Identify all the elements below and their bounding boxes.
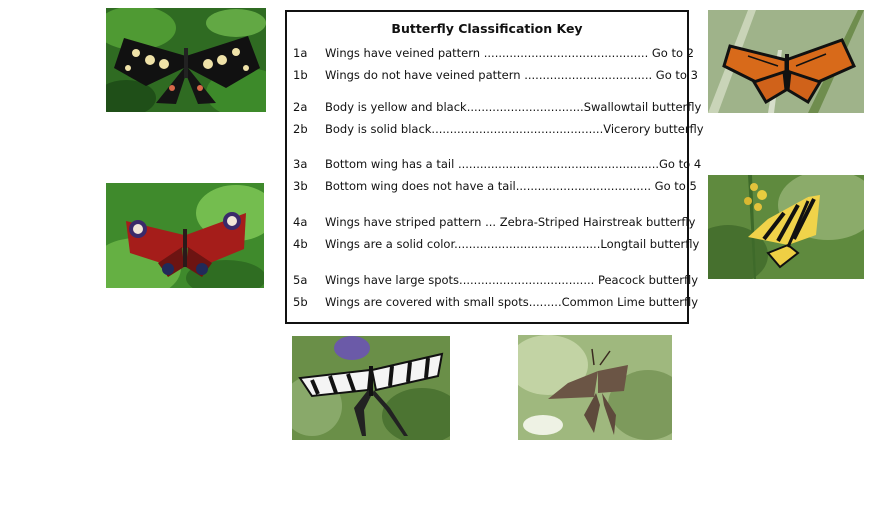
key-row-text: Bottom wing does not have a tail..................................... Go to 5 [325,179,697,193]
classification-key-box [285,10,704,324]
key-row-2a [293,100,702,116]
swallowtail-butterfly-photo [708,175,864,279]
key-row-number: 5a [293,273,308,287]
key-row-number: 2a [293,100,308,114]
key-row-text: Wings have veined pattern ............................................. Go to 2 [325,46,694,60]
key-row-1a [293,46,694,62]
key-row-text: Wings are a solid color........................................Longtail butterfly [325,237,700,251]
key-row-number: 1a [293,46,308,60]
key-row-text: Wings have large spots..................................... Peacock butterfly [325,273,699,287]
key-row-number: 4a [293,215,308,229]
key-row-text: Body is yellow and black................................Swallowtail butterfly [325,100,702,114]
key-row-number: 3a [293,157,308,171]
key-row-number: 2b [293,122,308,136]
viceroy-butterfly-photo [708,10,864,113]
key-row-number: 1b [293,68,308,82]
key-row-4b [293,237,700,253]
key-row-3b [293,179,697,195]
key-row-1b [293,68,698,84]
common-lime-butterfly-photo [106,8,266,112]
key-row-text: Wings have striped pattern ... Zebra-Striped Hairstreak butterfly [325,215,696,229]
peacock-butterfly-photo [106,183,264,288]
key-row-number: 3b [293,179,308,193]
key-row-number: 4b [293,237,308,251]
key-row-text: Wings do not have veined pattern ................................... Go to 3 [325,68,698,82]
key-row-2b [293,122,704,138]
key-row-4a [293,215,696,231]
key-title: Butterfly Classification Key [391,21,583,36]
key-row-number: 5b [293,295,308,309]
key-row-text: Bottom wing has a tail .......................................................Go to 4 [325,157,702,171]
key-row-text: Body is solid black...............................................Vicerory butterfly [325,122,704,136]
key-row-text: Wings are covered with small spots.........Common Lime butterfly [325,295,699,309]
key-row-5b [293,295,699,311]
key-row-5a [293,273,699,289]
key-row-3a [293,157,702,173]
longtail-butterfly-photo [518,335,672,440]
zebra-striped-hairstreak-photo [292,336,450,440]
